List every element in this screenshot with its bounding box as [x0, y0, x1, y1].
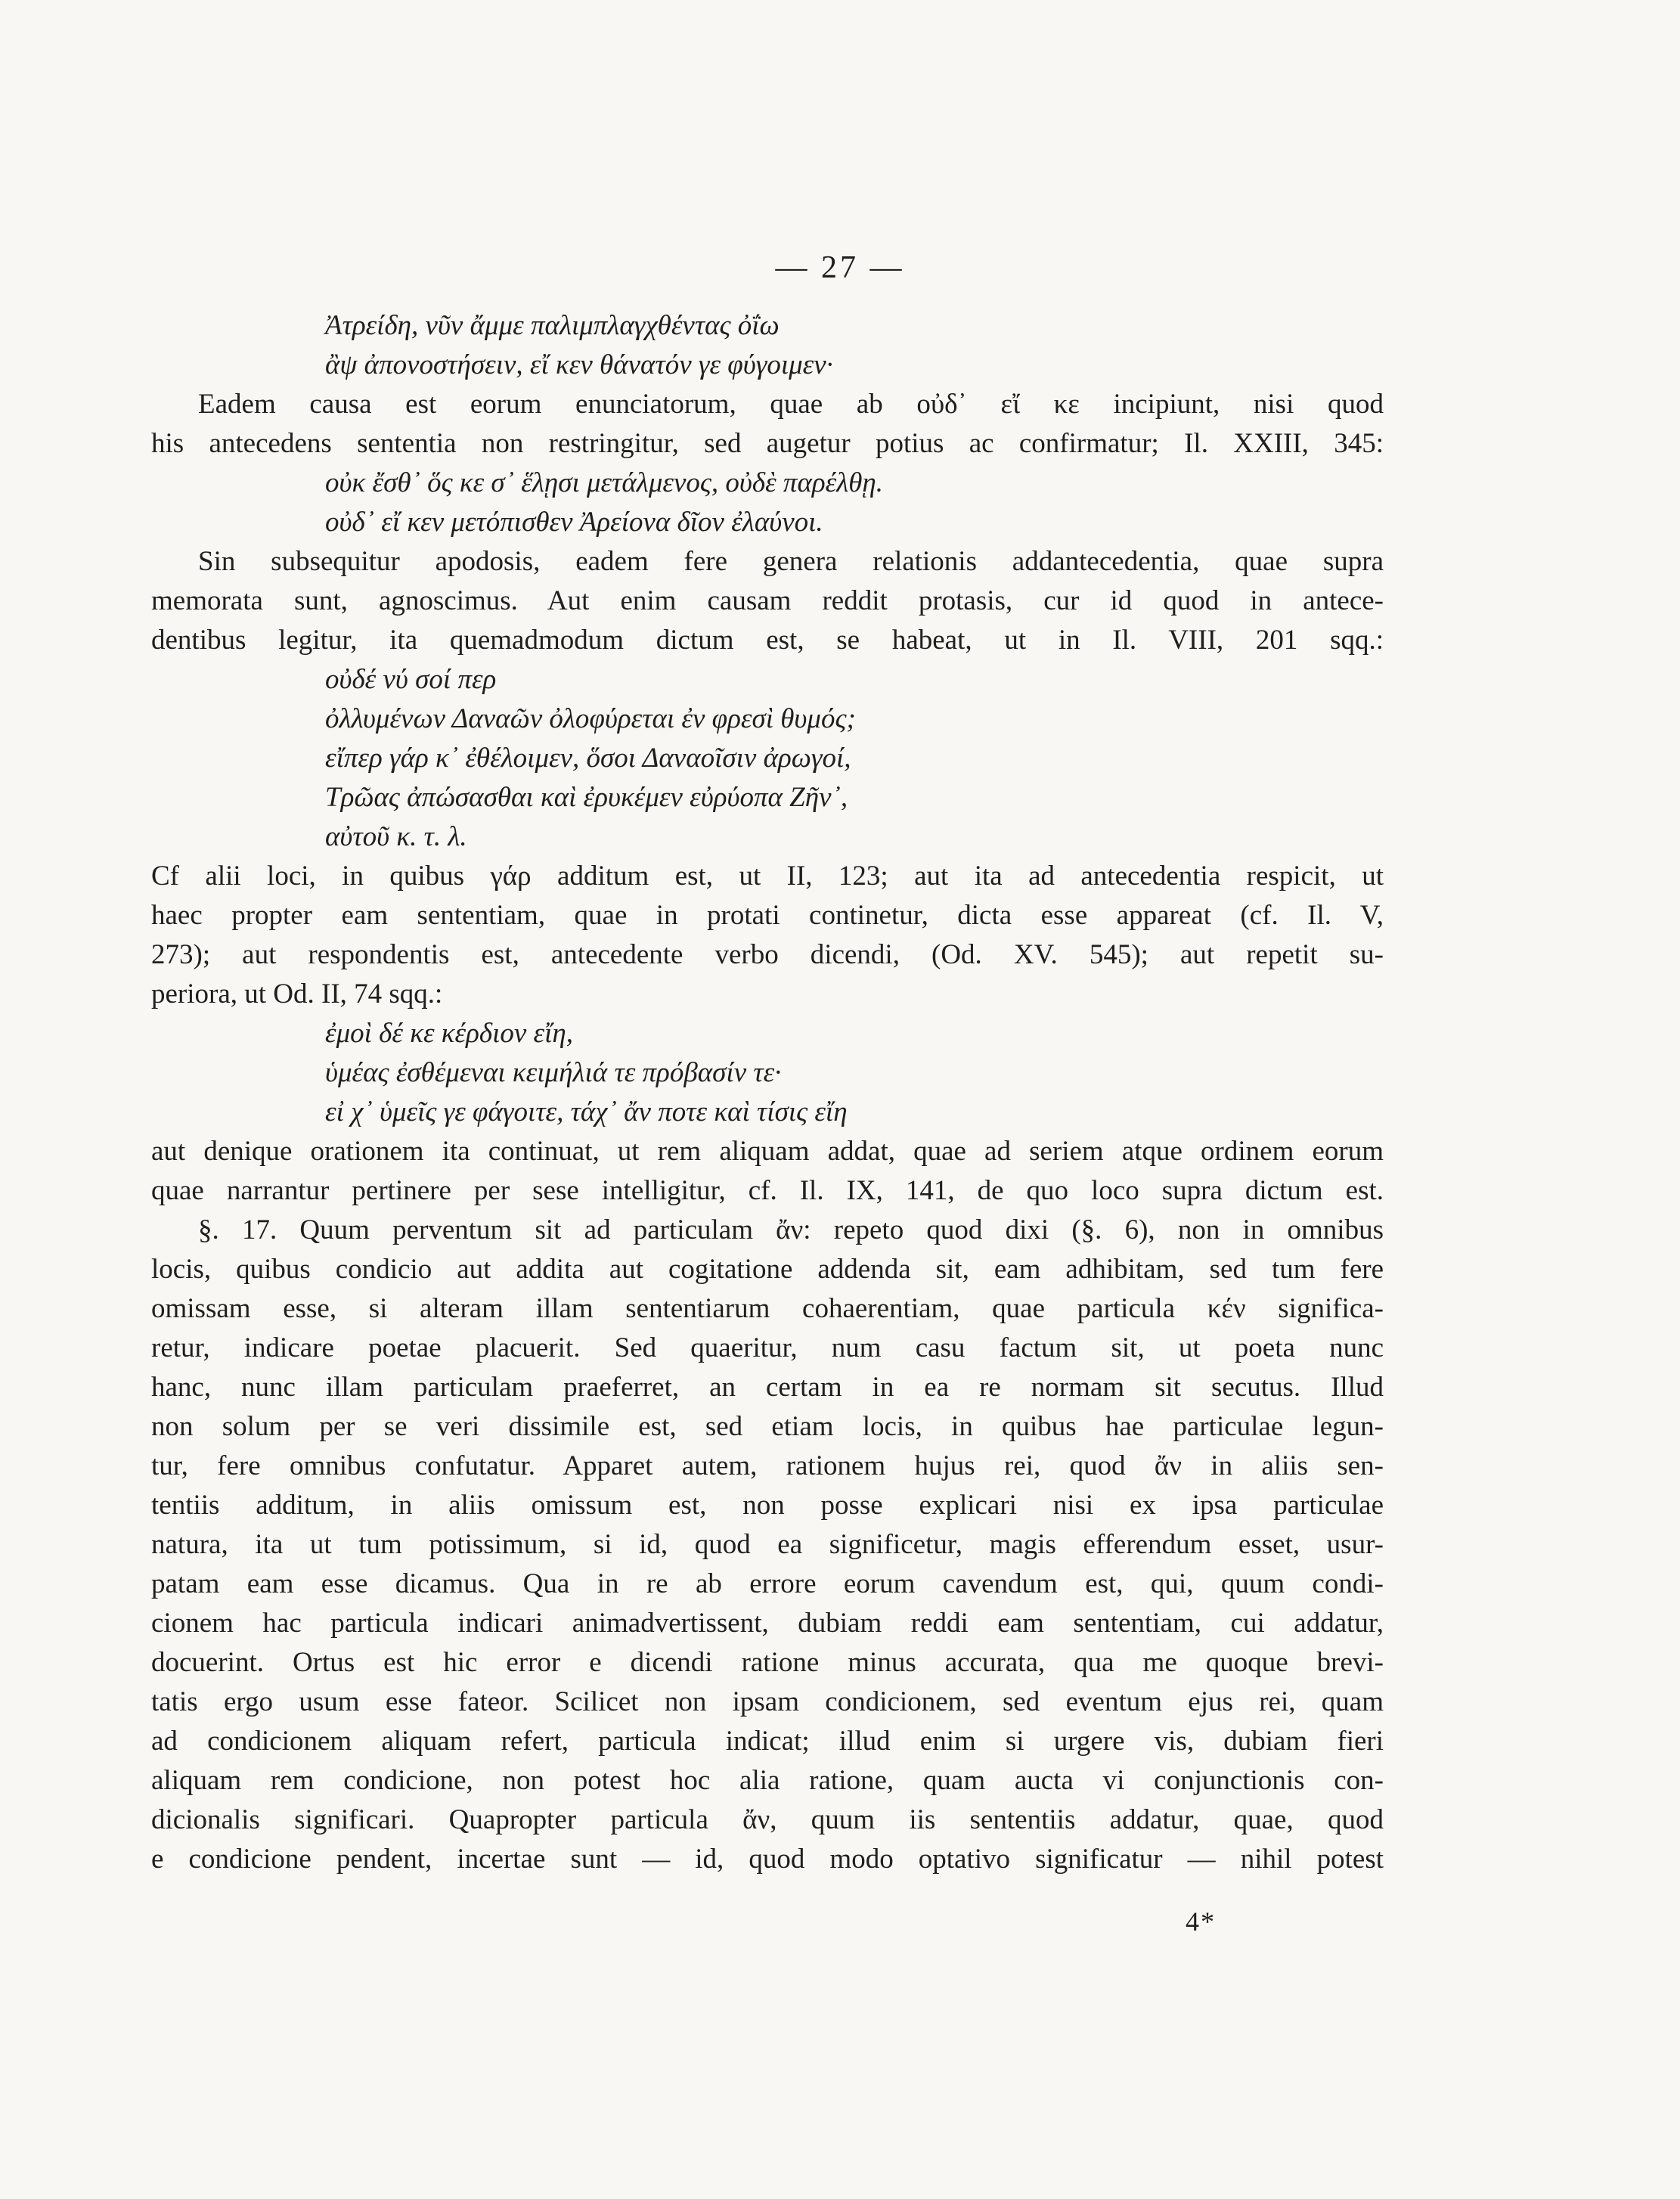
text-line: εἴπερ γάρ κ᾽ ἐθέλοιμεν, ὅσοι Δαναοῖσιν ἀρωγοί,: [325, 743, 851, 774]
text-line: quae narrantur pertinere per sese intelligitur, cf. Il. IX, 141, de quo loco supra dictum est.: [151, 1175, 1384, 1206]
text-line: Ἀτρείδη, νῦν ἄμμε παλιμπλαγχθέντας ὀΐω: [325, 310, 780, 341]
text-line: οὐδέ νύ σοί περ: [325, 664, 497, 695]
text-line: Sin subsequitur apodosis, eadem fere genera relationis addantecedentia, quae supra: [198, 546, 1384, 577]
text-line: aliquam rem condicione, non potest hoc alia ratione, quam aucta vi conjunctionis con-: [151, 1765, 1384, 1796]
text-line: hanc, nunc illam particulam praeferret, an certam in ea re normam sit secutus. Illud: [151, 1372, 1384, 1403]
text-line: retur, indicare poetae placuerit. Sed quaeritur, num casu factum sit, ut poeta nunc: [151, 1332, 1384, 1363]
text-line: docuerint. Ortus est hic error e dicendi ratione minus accurata, qua me quoque brevi-: [151, 1647, 1384, 1678]
text-line: periora, ut Od. II, 74 sqq.:: [151, 979, 443, 1010]
text-line: omissam esse, si alteram illam sententiarum cohaerentiam, quae particula κέν significa-: [151, 1293, 1384, 1324]
text-line: εἰ χ᾽ ὑμεῖς γε φάγοιτε, τάχ᾽ ἄν ποτε καὶ τίσις εἴη: [325, 1096, 848, 1127]
text-line: haec propter eam sententiam, quae in protati continetur, dicta esse appareat (cf. Il. V,: [151, 900, 1384, 931]
text-line: οὐκ ἔσθ᾽ ὅς κε σ᾽ ἕλῃσι μετάλμενος, οὐδὲ παρέλθῃ.: [325, 467, 884, 498]
text-line: Eadem causa est eorum enunciatorum, quae ab οὐδ᾽ εἴ κε incipiunt, nisi quod: [198, 389, 1384, 420]
text-line: Τρῶας ἀπώσασθαι καὶ ἐρυκέμεν εὐρύοπα Ζῆν᾽,: [325, 782, 848, 813]
text-line: patam eam esse dicamus. Qua in re ab errore eorum cavendum est, qui, quum condi-: [151, 1568, 1384, 1599]
text-line: οὐδ᾽ εἴ κεν μετόπισθεν Ἀρείονα δῖον ἐλαύνοι.: [325, 507, 823, 538]
text-line: ὀλλυμένων Δαναῶν ὀλοφύρεται ἐν φρεσὶ θυμός;: [325, 703, 856, 734]
text-line: natura, ita ut tum potissimum, si id, quod ea significetur, magis efferendum esset, usur-: [151, 1529, 1384, 1560]
text-line: dentibus legitur, ita quemadmodum dictum est, se habeat, ut in Il. VIII, 201 sqq.:: [151, 625, 1384, 656]
text-line: ἐμοὶ δέ κε κέρδιον εἴη,: [325, 1018, 574, 1049]
text-line: tatis ergo usum esse fateor. Scilicet non ipsam condicionem, sed eventum ejus rei, quam: [151, 1686, 1384, 1717]
text-line: §. 17. Quum perventum sit ad particulam ἄν: repeto quod dixi (§. 6), non in omnibus: [198, 1214, 1384, 1245]
text-line: his antecedens sententia non restringitur, sed augetur potius ac confirmatur; Il. XXIII, 345:: [151, 428, 1384, 459]
text-line: tentiis additum, in aliis omissum est, non posse explicari nisi ex ipsa particulae: [151, 1490, 1384, 1521]
text-line: tur, fere omnibus confutatur. Apparet autem, rationem hujus rei, quod ἄν in aliis sen-: [151, 1450, 1384, 1481]
text-line: dicionalis significari. Quapropter particula ἄν, quum iis sententiis addatur, quae, quod: [151, 1804, 1384, 1835]
text-line: ὑμέας ἐσθέμεναι κειμήλιά τε πρόβασίν τε·: [325, 1057, 782, 1088]
text-line: non solum per se veri dissimile est, sed etiam locis, in quibus hae particulae legun-: [151, 1411, 1384, 1442]
text-line: ad condicionem aliquam refert, particula indicat; illud enim si urgere vis, dubiam fieri: [151, 1726, 1384, 1757]
text-line: 273); aut respondentis est, antecedente verbo dicendi, (Od. XV. 545); aut repetit su-: [151, 939, 1384, 970]
page-number: — 27 —: [775, 250, 905, 285]
text-line: αὐτοῦ κ. τ. λ.: [325, 821, 467, 852]
signature-mark: 4*: [1186, 1906, 1216, 1937]
text-line: aut denique orationem ita continuat, ut rem aliquam addat, quae ad seriem atque ordinem eorum: [151, 1136, 1384, 1167]
text-line: memorata sunt, agnoscimus. Aut enim causam reddit protasis, cur id quod in antece-: [151, 585, 1384, 616]
text-line: locis, quibus condicio aut addita aut cogitatione addenda sit, eam adhibitam, sed tum fere: [151, 1254, 1384, 1285]
text-line: e condicione pendent, incertae sunt — id, quod modo optativo significatur — nihil potest: [151, 1844, 1384, 1875]
text-line: cionem hac particula indicari animadvertissent, dubiam reddi eam sententiam, cui addatur,: [151, 1608, 1384, 1639]
text-line: Cf alii loci, in quibus γάρ additum est, ut II, 123; aut ita ad antecedentia respicit, ut: [151, 861, 1384, 892]
text-line: ἂψ ἀπονοστήσειν, εἴ κεν θάνατόν γε φύγοιμεν·: [325, 349, 833, 380]
